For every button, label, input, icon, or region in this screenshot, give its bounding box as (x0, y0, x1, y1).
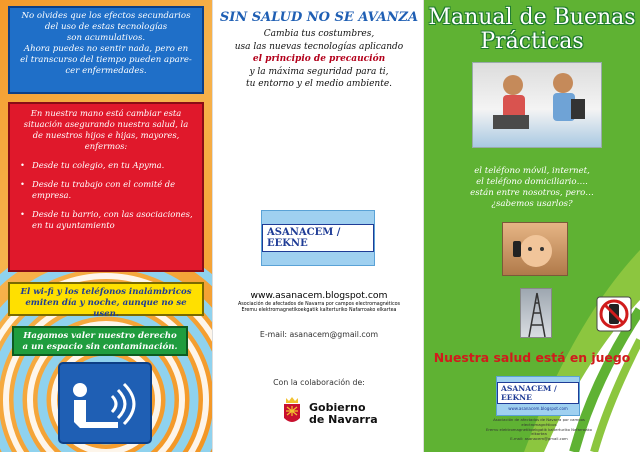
asanacem-logo-text: ASANACEM / EEKNE (262, 224, 374, 252)
cover-association-line: Eremu elektromagnetikoekgatik kalterturiko Nafarroako elkartea (486, 426, 592, 437)
baby-with-phone-photo (502, 222, 568, 276)
wifi-person-icon (58, 362, 152, 444)
side-effects-notice (8, 6, 204, 94)
cover-panel (424, 0, 640, 452)
question-line: están entre nosotros, pero… (470, 188, 594, 198)
notice-line: el transcurso del tiempo pueden apare- (20, 55, 192, 65)
no-mobile-phone-icon (596, 296, 632, 332)
cover-title-line: Manual de Buenas (428, 5, 636, 30)
cover-association-line: E-mail: asanacem@gmail.com (510, 436, 568, 442)
notice-line: No olvides que los efectos secundarios (21, 11, 191, 21)
government-line: Gobierno (309, 401, 366, 414)
action-item: • Desde tu barrio, con las asociaciones, en tu ayuntamiento (18, 209, 194, 231)
action-list (18, 160, 194, 231)
antenna-tower-photo (520, 288, 552, 338)
navarra-shield-icon (281, 396, 303, 428)
government-line: de Navarra (309, 413, 378, 426)
notice-line: son acumulativos. (66, 33, 146, 43)
kids-illustration (473, 63, 603, 149)
question-line: el teléfono móvil, internet, (474, 166, 590, 176)
question-line: el teléfono domiciliario…. (476, 177, 588, 187)
association-name (229, 302, 409, 314)
action-box (8, 102, 204, 272)
cover-association-line: Asociación de afectados de Navarra por campos electromagnéticos (493, 417, 585, 427)
contact-email[interactable]: E-mail: asanacem@gmail.com (259, 330, 379, 339)
action-item: • Desde tu trabajo con el comité de empresa. (18, 179, 194, 201)
cover-title (424, 6, 640, 54)
notice-line: del uso de estas tecnologías (44, 22, 168, 32)
cover-logo-text: ASANACEM / EEKNE (497, 382, 579, 404)
message-line: y la máxima seguridad para ti, (249, 66, 389, 77)
cover-asanacem-logo (496, 376, 580, 416)
action-intro: En nuestra mano está cambiar esta situación asegurando nuestra salud, la de nuestros hijos e hijas, mayores, enfermos: (23, 108, 189, 151)
message-line (219, 53, 419, 66)
right-to-clean-space: Hagamos valer nuestro derecho a un espacio sin contaminación. (12, 326, 188, 356)
message-line: Cambia tus costumbres, (263, 29, 375, 39)
association-line: Eremu elektromagnetikoekgatik kalterturiko Nafarroako elkartea (241, 308, 397, 313)
cover-question (444, 166, 620, 210)
precaution-principle: el principio de precaución (252, 54, 386, 64)
blog-url[interactable]: www.asanacem.blogspot.com (250, 290, 388, 301)
notice-line: Ahora puedes no sentir nada, pero en (23, 44, 189, 54)
kids-with-devices-photo (472, 62, 602, 148)
notice-line: cer enfermedades. (65, 66, 147, 76)
left-panel (0, 0, 212, 452)
tower-illustration (521, 289, 553, 339)
action-item: • Desde tu colegio, en tu Apyma. (18, 160, 194, 171)
message-line: tu entorno y el medio ambiente. (245, 79, 393, 89)
middle-message (219, 28, 419, 91)
collaboration-label: Con la colaboración de: (273, 378, 365, 387)
asanacem-logo (261, 210, 375, 266)
health-slogan: Nuestra salud está en juego (433, 350, 631, 365)
wifi-warning: El wi-fi y los teléfonos inalámbricos emiten día y noche, aunque no se usen. (8, 282, 204, 316)
association-line: Asociación de afectados de Navarra por campos electromagnéticos (237, 302, 401, 307)
cover-title-line: Prácticas (480, 29, 584, 54)
government-name (309, 402, 389, 426)
baby-illustration (503, 223, 569, 277)
question-line: ¿sabemos usarlos? (491, 199, 573, 209)
middle-panel (212, 0, 424, 452)
cover-logo-url: www.asanacem.blogspot.com (508, 405, 568, 411)
message-line: usa las nuevas tecnologías aplicando (234, 41, 404, 52)
cover-association-info (478, 418, 600, 442)
middle-title: SIN SALUD NO SE AVANZA (219, 10, 419, 25)
